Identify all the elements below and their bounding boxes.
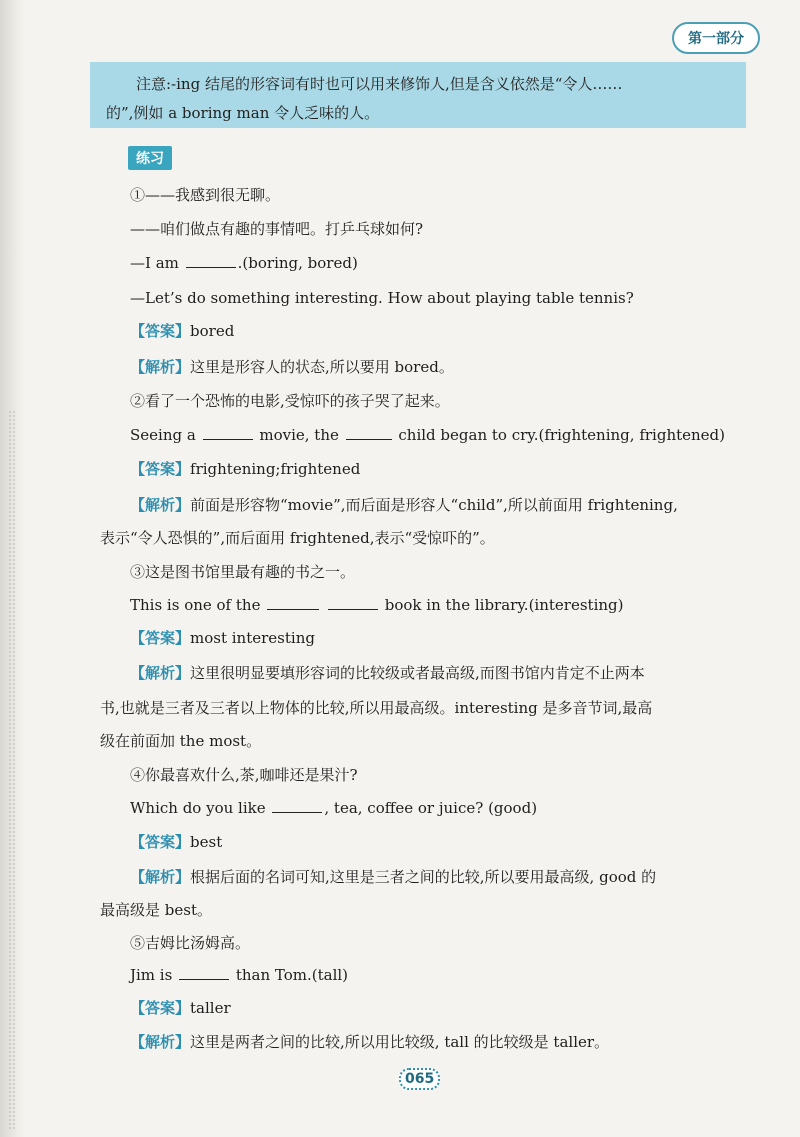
book-spine — [0, 0, 26, 1137]
ex4-answer — [130, 831, 760, 853]
note-line-2: 的”,例如 a boring man 令人乏味的人。 — [106, 104, 380, 122]
analysis-text: 根据后面的名词可知,这里是三者之间的比较,所以要用最高级, good 的 — [190, 868, 657, 886]
spine-texture — [8, 410, 16, 1130]
ex1-blank — [186, 253, 236, 268]
answer-text: best — [190, 833, 223, 851]
analysis-tag: 【解析】 — [130, 664, 191, 682]
ex3-answer — [130, 627, 760, 649]
ex3-en-b: book in the library.(interesting) — [380, 596, 624, 614]
ex3-blank-2 — [328, 595, 378, 610]
analysis-text: 这里是两者之间的比较,所以用比较级, tall 的比较级是 taller。 — [190, 1033, 610, 1051]
answer-tag: 【答案】 — [130, 999, 191, 1017]
answer-tag: 【答案】 — [130, 629, 191, 647]
ex2-answer — [130, 458, 760, 480]
answer-text: frightening;frightened — [190, 460, 361, 478]
answer-text: taller — [190, 999, 231, 1017]
note-line-1 — [106, 70, 734, 99]
ex2-blank-1 — [203, 425, 253, 440]
ex3-blank-1 — [267, 595, 319, 610]
ex1-en-1-pre: —I am — [130, 254, 184, 272]
answer-tag: 【答案】 — [130, 833, 191, 851]
ex2-en-b: movie, the — [254, 426, 344, 444]
answer-tag: 【答案】 — [130, 322, 191, 340]
ex5-cn: ⑤吉姆比汤姆高。 — [130, 934, 251, 952]
note-box — [90, 62, 746, 128]
ex3-analysis-2: 书,也就是三者及三者以上物体的比较,所以用最高级。interesting 是多音节词,最高 — [100, 699, 653, 717]
ex3-en-a: This is one of the — [130, 596, 266, 614]
ex2-en — [130, 424, 760, 446]
ex5-blank — [179, 965, 229, 980]
ex5-analysis — [130, 1031, 760, 1053]
analysis-tag: 【解析】 — [130, 496, 191, 514]
answer-tag: 【答案】 — [130, 460, 191, 478]
ex4-analysis-1 — [130, 866, 760, 888]
practice-label: 练习 — [128, 146, 172, 170]
ex4-en-b: , tea, coffee or juice? (good) — [324, 799, 538, 817]
page-number: 065 — [399, 1068, 440, 1090]
ex2-analysis-1 — [130, 494, 760, 516]
ex1-en-1-post: .(boring, bored) — [237, 254, 358, 272]
analysis-text: 这里很明显要填形容词的比较级或者最高级,而图书馆内肯定不止两本 — [190, 664, 645, 682]
ex2-analysis-2: 表示“令人恐惧的”,而后面用 frightened,表示“受惊吓的”。 — [100, 529, 495, 547]
ex3-en — [130, 594, 760, 616]
ex5-en — [130, 964, 760, 986]
part-label: 第一部分 — [672, 22, 760, 54]
ex4-analysis-2: 最高级是 best。 — [100, 901, 212, 919]
ex1-cn-2: ——咱们做点有趣的事情吧。打乒乓球如何? — [130, 220, 424, 238]
ex1-analysis — [130, 356, 760, 378]
analysis-text: 前面是形容物“movie”,而后面是形容人“child”,所以前面用 frightening, — [190, 496, 678, 514]
ex1-en-1 — [130, 252, 760, 274]
ex3-analysis-1 — [130, 662, 760, 684]
ex4-en-a: Which do you like — [130, 799, 271, 817]
ex4-cn: ④你最喜欢什么,茶,咖啡还是果汁? — [130, 766, 358, 784]
note-text-1: 注意:-ing 结尾的形容词有时也可以用来修饰人,但是含义依然是“令人…… — [136, 75, 623, 93]
analysis-text: 这里是形容人的状态,所以要用 bored。 — [190, 358, 454, 376]
ex3-cn: ③这是图书馆里最有趣的书之一。 — [130, 563, 356, 581]
analysis-tag: 【解析】 — [130, 358, 191, 376]
ex4-blank — [272, 798, 322, 813]
ex3-analysis-3: 级在前面加 the most。 — [100, 732, 262, 750]
ex1-cn-1: ①——我感到很无聊。 — [130, 186, 281, 204]
ex5-answer — [130, 997, 760, 1019]
ex5-en-b: than Tom.(tall) — [231, 966, 349, 984]
ex2-en-c: child began to cry.(frightening, frightened) — [393, 426, 725, 444]
analysis-tag: 【解析】 — [130, 868, 191, 886]
answer-text: most interesting — [190, 629, 315, 647]
ex1-en-2: —Let’s do something interesting. How about playing table tennis? — [130, 289, 634, 307]
ex2-cn: ②看了一个恐怖的电影,受惊吓的孩子哭了起来。 — [130, 392, 450, 410]
answer-text: bored — [190, 322, 235, 340]
analysis-tag: 【解析】 — [130, 1033, 191, 1051]
ex5-en-a: Jim is — [130, 966, 178, 984]
ex4-en — [130, 797, 760, 819]
ex2-en-a: Seeing a — [130, 426, 201, 444]
ex1-answer — [130, 320, 760, 342]
ex2-blank-2 — [346, 425, 392, 440]
